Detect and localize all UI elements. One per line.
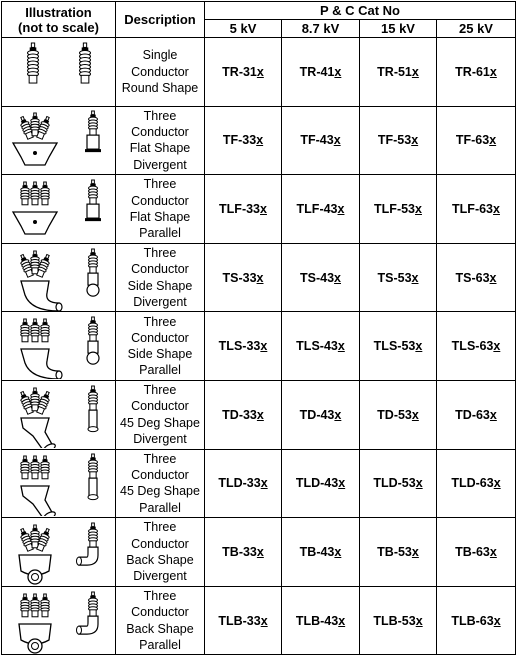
cat-no-prefix: TLD-43: [295, 476, 339, 491]
cat-no-prefix: TLS-63: [451, 339, 494, 354]
cat-no-prefix: TD-33: [222, 407, 257, 422]
cat-no-prefix: TF-43: [300, 133, 334, 148]
voltage-header-5kv: 5 kV: [205, 20, 282, 38]
cat-no-8-7kv: [282, 380, 360, 449]
voltage-header-25kv: 25 kV: [437, 20, 516, 38]
illustration-cell: [2, 243, 116, 312]
three-conductor-flat-parallel-icon: [3, 176, 115, 242]
cat-no-suffix: x: [411, 133, 419, 148]
cat-no-suffix: x: [415, 613, 423, 628]
cat-no-prefix: TLB-33: [218, 613, 261, 628]
cat-no-prefix: TLD-63: [451, 476, 494, 491]
description-line: Divergent: [133, 569, 187, 584]
cat-no-prefix: TLF-33: [219, 201, 261, 216]
cat-no-suffix: x: [334, 544, 342, 559]
description-line: Parallel: [139, 226, 181, 241]
cat-no-prefix: TS-53: [377, 270, 412, 285]
description-line: Round Shape: [121, 80, 199, 95]
cat-no-suffix: x: [256, 407, 264, 422]
cat-no-8-7kv: [282, 106, 360, 175]
description-line: Divergent: [133, 157, 187, 172]
cat-no-suffix: x: [411, 270, 419, 285]
three-conductor-flat-divergent-icon: [3, 107, 115, 173]
three-conductor-back-parallel-icon: [3, 588, 115, 654]
illustration-header-line2: (not to scale): [18, 19, 99, 35]
description-line: Three: [143, 245, 177, 260]
description-cell: [116, 312, 205, 381]
cat-no-5kv: [205, 38, 282, 107]
cat-no-prefix: TB-33: [222, 544, 257, 559]
cat-no-prefix: TD-43: [299, 407, 335, 422]
table-row: [2, 312, 516, 381]
description-line: Back Shape: [126, 621, 194, 636]
cat-no-8-7kv: [282, 38, 360, 107]
cat-no-8-7kv: [282, 243, 360, 312]
illustration-header: [2, 2, 116, 38]
description-line: Conductor: [131, 64, 189, 79]
cat-no-prefix: TR-61: [455, 64, 490, 79]
cat-no-prefix: TLD-33: [218, 476, 261, 491]
cat-no-suffix: x: [489, 407, 497, 422]
description-cell: [116, 243, 205, 312]
cat-no-prefix: TLB-43: [295, 613, 339, 628]
cat-no-5kv: [205, 175, 282, 244]
cat-no-prefix: TLF-43: [296, 201, 338, 216]
cat-no-prefix: TLF-53: [374, 201, 416, 216]
illustration-cell: [2, 380, 116, 449]
description-line: Single: [142, 48, 178, 63]
cat-no-25kv: [437, 243, 516, 312]
description-cell: [116, 106, 205, 175]
cat-no-prefix: TS-43: [300, 270, 335, 285]
cat-no-prefix: TF-53: [377, 133, 412, 148]
cat-no-suffix: x: [493, 201, 500, 216]
description-line: 45 Deg Shape: [120, 484, 200, 499]
cat-no-prefix: TB-43: [299, 544, 335, 559]
cat-no-25kv: [437, 518, 516, 587]
illustration-header-line1: Illustration: [25, 4, 92, 20]
table-row: [2, 243, 516, 312]
cat-no-15kv: [360, 518, 437, 587]
cat-no-15kv: [360, 312, 437, 381]
cat-no-suffix: x: [334, 64, 342, 79]
cat-no-suffix: x: [256, 64, 264, 79]
cat-no-5kv: [205, 449, 282, 518]
cat-no-suffix: x: [411, 64, 419, 79]
cat-no-suffix: x: [334, 407, 342, 422]
cat-no-suffix: x: [489, 64, 497, 79]
cat-no-15kv: [360, 586, 437, 655]
description-line: 45 Deg Shape: [120, 415, 200, 430]
description-header: Description: [116, 2, 205, 38]
description-line: Three: [143, 451, 177, 466]
description-cell: [116, 449, 205, 518]
table-row: [2, 38, 516, 107]
cat-no-suffix: x: [334, 270, 341, 285]
three-conductor-45deg-parallel-icon: [3, 450, 115, 516]
cat-no-25kv: [437, 312, 516, 381]
description-line: Conductor: [131, 262, 189, 277]
description-line: Side Shape: [127, 278, 193, 293]
cat-no-25kv: [437, 449, 516, 518]
cat-no-prefix: TLB-63: [451, 613, 494, 628]
cat-no-suffix: x: [256, 133, 264, 148]
cat-no-suffix: x: [260, 613, 268, 628]
cat-no-suffix: x: [411, 544, 419, 559]
description-cell: [116, 518, 205, 587]
cat-no-suffix: x: [338, 476, 346, 491]
three-conductor-45deg-divergent-icon: [3, 382, 115, 448]
description-line: Three: [143, 520, 177, 535]
illustration-cell: [2, 38, 116, 107]
cat-no-prefix: TB-53: [377, 544, 412, 559]
cat-no-15kv: [360, 106, 437, 175]
cat-no-prefix: TLS-53: [373, 339, 416, 354]
cat-no-prefix: TLD-53: [373, 476, 416, 491]
three-conductor-side-divergent-icon: [3, 245, 115, 311]
cat-no-5kv: [205, 586, 282, 655]
cat-no-prefix: TLB-53: [373, 613, 416, 628]
description-cell: [116, 38, 205, 107]
description-line: Conductor: [131, 605, 189, 620]
illustration-cell: [2, 449, 116, 518]
description-line: Conductor: [131, 399, 189, 414]
voltage-header-8-7kv: 8.7 kV: [282, 20, 360, 38]
illustration-cell: [2, 175, 116, 244]
description-line: Flat Shape: [129, 209, 191, 224]
cat-no-prefix: TD-53: [377, 407, 412, 422]
cat-no-25kv: [437, 380, 516, 449]
description-line: Conductor: [131, 536, 189, 551]
cat-no-suffix: x: [415, 201, 422, 216]
cat-no-suffix: x: [493, 476, 501, 491]
single-conductor-round-icon: [3, 39, 115, 105]
cat-no-suffix: x: [493, 613, 501, 628]
cat-no-5kv: [205, 312, 282, 381]
description-line: Parallel: [139, 363, 181, 378]
description-line: Conductor: [131, 468, 189, 483]
cat-no-prefix: TS-33: [222, 270, 257, 285]
description-line: Conductor: [131, 125, 189, 140]
cat-no-15kv: [360, 38, 437, 107]
description-line: Back Shape: [126, 552, 194, 567]
illustration-cell: [2, 312, 116, 381]
description-line: Three: [143, 314, 177, 329]
cat-no-25kv: [437, 38, 516, 107]
cat-no-suffix: x: [489, 270, 497, 285]
description-line: Divergent: [133, 294, 187, 309]
cat-no-5kv: [205, 243, 282, 312]
cat-no-prefix: TB-63: [455, 544, 490, 559]
cat-no-group-header: P & C Cat No: [205, 2, 516, 20]
cat-no-suffix: x: [493, 339, 501, 354]
description-line: Three: [143, 177, 177, 192]
illustration-cell: [2, 518, 116, 587]
cat-no-8-7kv: [282, 449, 360, 518]
cat-no-suffix: x: [337, 201, 345, 216]
description-line: Three: [143, 108, 177, 123]
illustration-cell: [2, 586, 116, 655]
cat-no-15kv: [360, 243, 437, 312]
cat-no-25kv: [437, 586, 516, 655]
description-cell: [116, 380, 205, 449]
table-row: [2, 586, 516, 655]
cat-no-15kv: [360, 449, 437, 518]
cat-no-prefix: TLS-33: [218, 339, 261, 354]
cat-no-suffix: x: [338, 613, 346, 628]
cat-no-prefix: TF-63: [455, 133, 490, 148]
table-row: [2, 380, 516, 449]
description-line: Parallel: [139, 637, 181, 652]
three-conductor-side-parallel-icon: [3, 313, 115, 379]
cat-no-suffix: x: [415, 339, 423, 354]
cat-no-suffix: x: [489, 133, 497, 148]
cat-no-25kv: [437, 175, 516, 244]
description-line: Conductor: [131, 330, 189, 345]
cat-no-8-7kv: [282, 518, 360, 587]
voltage-header-15kv: 15 kV: [360, 20, 437, 38]
cat-no-prefix: TD-63: [455, 407, 490, 422]
description-line: Three: [143, 588, 177, 603]
cat-no-suffix: x: [260, 476, 268, 491]
table-row: [2, 175, 516, 244]
cat-no-prefix: TLS-43: [296, 339, 338, 354]
illustration-cell: [2, 106, 116, 175]
cat-no-prefix: TS-63: [455, 270, 490, 285]
table-row: [2, 106, 516, 175]
cat-no-suffix: x: [337, 339, 345, 354]
cat-no-suffix: x: [260, 339, 268, 354]
description-cell: [116, 586, 205, 655]
cat-no-prefix: TR-41: [299, 64, 335, 79]
description-line: Parallel: [139, 500, 181, 515]
description-line: Side Shape: [127, 347, 193, 362]
cat-no-prefix: TR-51: [377, 64, 412, 79]
cat-no-suffix: x: [256, 544, 264, 559]
description-line: Three: [143, 383, 177, 398]
catalog-table: [1, 1, 516, 655]
description-line: Divergent: [133, 432, 187, 447]
description-cell: [116, 175, 205, 244]
cat-no-8-7kv: [282, 586, 360, 655]
cat-no-15kv: [360, 175, 437, 244]
cat-no-8-7kv: [282, 175, 360, 244]
cat-no-suffix: x: [333, 133, 341, 148]
cat-no-5kv: [205, 380, 282, 449]
three-conductor-back-divergent-icon: [3, 519, 115, 585]
cat-no-5kv: [205, 518, 282, 587]
cat-no-15kv: [360, 380, 437, 449]
cat-no-25kv: [437, 106, 516, 175]
table-row: [2, 518, 516, 587]
cat-no-prefix: TR-31: [222, 64, 257, 79]
cat-no-suffix: x: [411, 407, 419, 422]
cat-no-prefix: TF-33: [222, 133, 257, 148]
table-row: [2, 449, 516, 518]
cat-no-suffix: x: [260, 201, 267, 216]
cat-no-8-7kv: [282, 312, 360, 381]
cat-no-suffix: x: [415, 476, 423, 491]
description-line: Conductor: [131, 193, 189, 208]
cat-no-5kv: [205, 106, 282, 175]
cat-no-suffix: x: [256, 270, 264, 285]
cat-no-suffix: x: [489, 544, 497, 559]
description-line: Flat Shape: [129, 141, 191, 156]
cat-no-prefix: TLF-63: [452, 201, 494, 216]
